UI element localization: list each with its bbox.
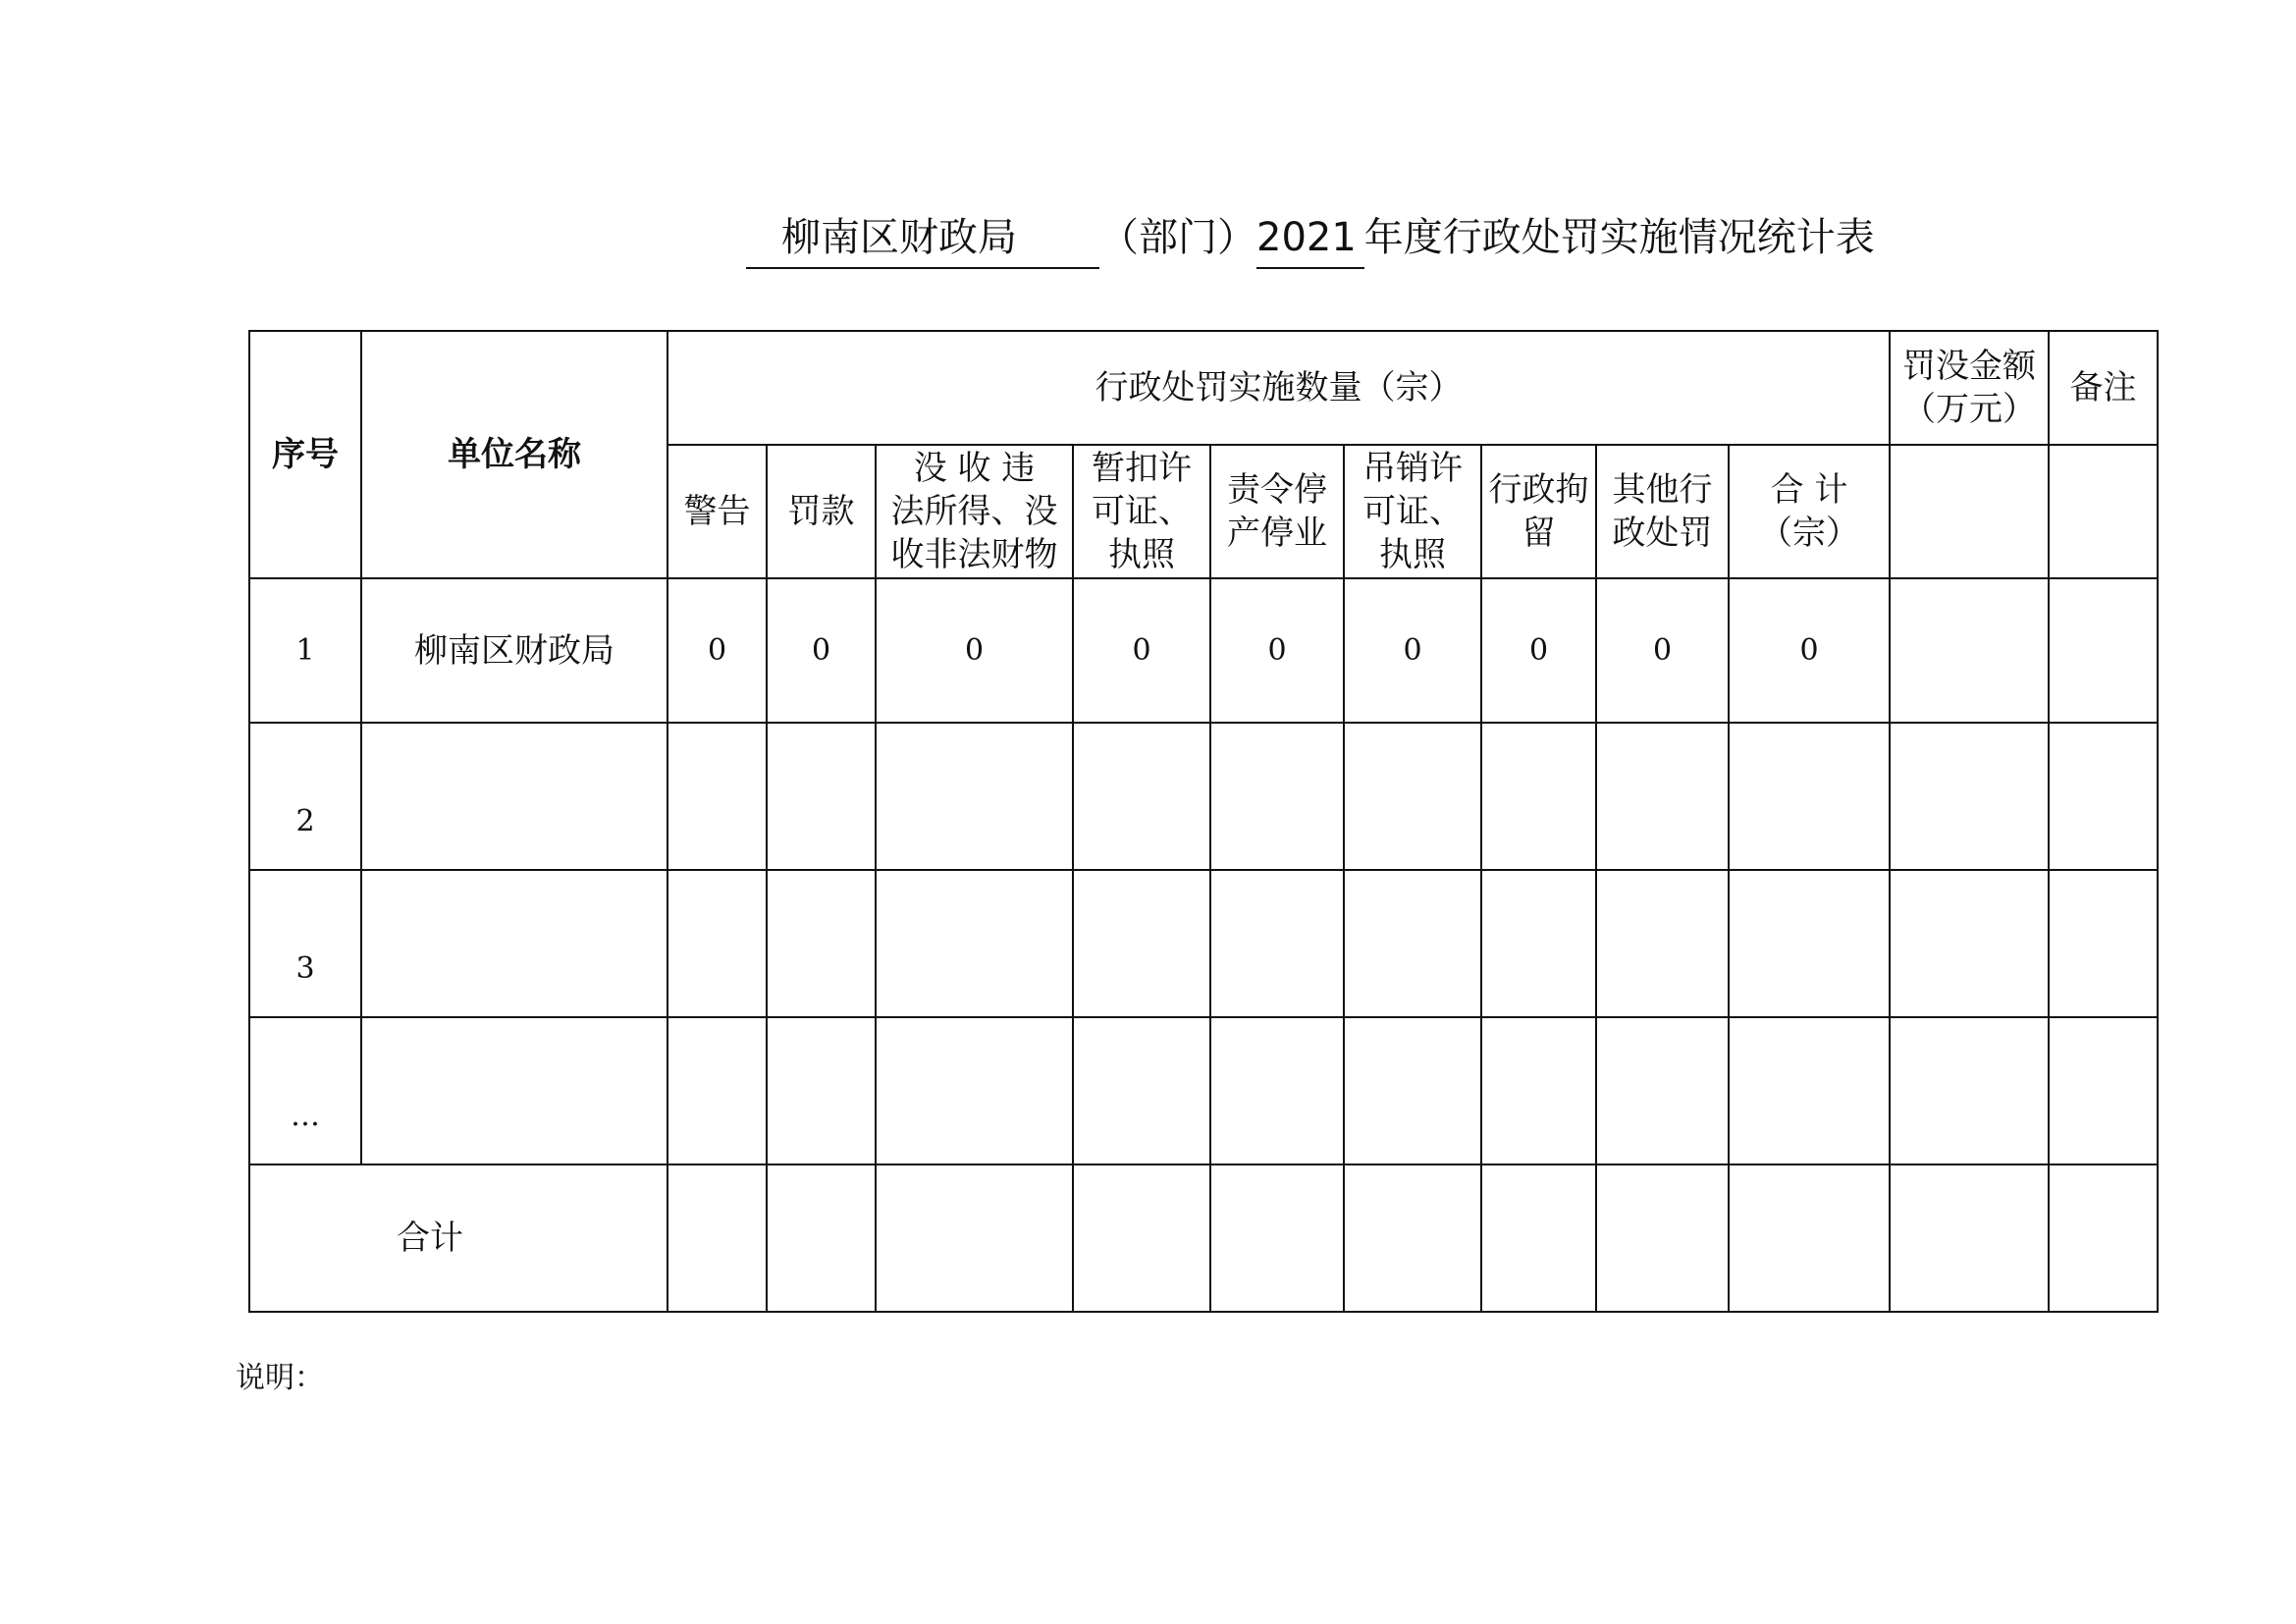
row-value: [1344, 1017, 1481, 1164]
row-value: [1729, 723, 1890, 870]
header-license-revocation: 吊销许 可证、 执照: [1344, 445, 1481, 578]
header-amount-blank: [1890, 445, 2049, 578]
row-value: [1073, 870, 1210, 1017]
total-value: [667, 1164, 767, 1312]
row-value: [1210, 870, 1344, 1017]
row-remark: [2049, 578, 2158, 723]
header-remark-blank: [2049, 445, 2158, 578]
row-value: 0: [1073, 578, 1210, 723]
row-value: 0: [767, 578, 876, 723]
row-value: [1596, 1017, 1729, 1164]
total-row: [249, 1164, 2158, 1312]
row-value: [1481, 723, 1596, 870]
row-unit-name: [361, 1017, 667, 1164]
table-row: [249, 723, 2158, 870]
row-value: [876, 870, 1073, 1017]
row-value: 0: [1596, 578, 1729, 723]
row-amount: [1890, 578, 2049, 723]
header-total-count: 合 计 （宗）: [1729, 445, 1890, 578]
header-detention: 行政拘 留: [1481, 445, 1596, 578]
total-remark: [2049, 1164, 2158, 1312]
table-row: [249, 870, 2158, 1017]
table-row: [249, 1017, 2158, 1164]
statistics-table: [248, 330, 2159, 1313]
header-license-suspension: 暂扣许 可证、 执照: [1073, 445, 1210, 578]
total-value: [767, 1164, 876, 1312]
row-unit-name: [361, 723, 667, 870]
row-unit-name: 柳南区财政局: [361, 578, 667, 723]
header-penalty-group: 行政处罚实施数量（宗）: [667, 331, 1890, 445]
total-amount: [1890, 1164, 2049, 1312]
row-value: [1596, 870, 1729, 1017]
row-value: [1729, 1017, 1890, 1164]
header-confiscation: 没 收 违 法所得、没 收非法财物: [876, 445, 1073, 578]
row-value: [1344, 870, 1481, 1017]
row-value: 0: [1481, 578, 1596, 723]
row-remark: [2049, 1017, 2158, 1164]
row-amount: [1890, 723, 2049, 870]
total-label: 合计: [249, 1164, 667, 1312]
header-suspend-production: 责令停 产停业: [1210, 445, 1344, 578]
title-department-blank: 柳南区财政局: [746, 208, 1099, 269]
total-value: [1596, 1164, 1729, 1312]
row-value: [1481, 870, 1596, 1017]
explanation-note: 说明：: [236, 1361, 324, 1395]
row-value: [1344, 723, 1481, 870]
row-amount: [1890, 870, 2049, 1017]
row-value: [767, 723, 876, 870]
title-department-suffix: （部门）: [1099, 215, 1256, 260]
row-remark: [2049, 723, 2158, 870]
total-value: [1481, 1164, 1596, 1312]
row-value: [1729, 870, 1890, 1017]
row-value: 0: [1344, 578, 1481, 723]
row-value: [767, 870, 876, 1017]
row-value: [1596, 723, 1729, 870]
row-seq: …: [249, 1017, 361, 1164]
header-amount: 罚没金额 （万元）: [1890, 331, 2049, 445]
header-remark: 备注: [2049, 331, 2158, 445]
row-amount: [1890, 1017, 2049, 1164]
row-value: [767, 1017, 876, 1164]
row-value: 0: [667, 578, 767, 723]
header-fine: 罚款: [767, 445, 876, 578]
total-value: [1073, 1164, 1210, 1312]
document-title: [746, 208, 1875, 267]
row-value: [667, 870, 767, 1017]
header-warning: 警告: [667, 445, 767, 578]
row-value: [1073, 723, 1210, 870]
row-value: [876, 723, 1073, 870]
total-value: [1344, 1164, 1481, 1312]
row-value: [1073, 1017, 1210, 1164]
row-value: [1210, 723, 1344, 870]
table-row: [249, 578, 2158, 723]
row-remark: [2049, 870, 2158, 1017]
row-value: 0: [1729, 578, 1890, 723]
row-unit-name: [361, 870, 667, 1017]
row-seq: 1: [249, 578, 361, 723]
row-value: [667, 723, 767, 870]
row-value: [876, 1017, 1073, 1164]
total-value: [1729, 1164, 1890, 1312]
title-year-blank: 2021: [1256, 208, 1364, 269]
header-seq: 序号: [249, 331, 361, 578]
total-value: [876, 1164, 1073, 1312]
header-other-penalties: 其他行 政处罚: [1596, 445, 1729, 578]
row-seq: 3: [249, 870, 361, 1017]
title-year-suffix: 年度行政处罚实施情况统计表: [1363, 215, 1875, 260]
total-value: [1210, 1164, 1344, 1312]
row-value: [667, 1017, 767, 1164]
row-seq: 2: [249, 723, 361, 870]
row-value: [1210, 1017, 1344, 1164]
row-value: 0: [876, 578, 1073, 723]
row-value: [1481, 1017, 1596, 1164]
row-value: 0: [1210, 578, 1344, 723]
header-unit-name: 单位名称: [361, 331, 667, 578]
